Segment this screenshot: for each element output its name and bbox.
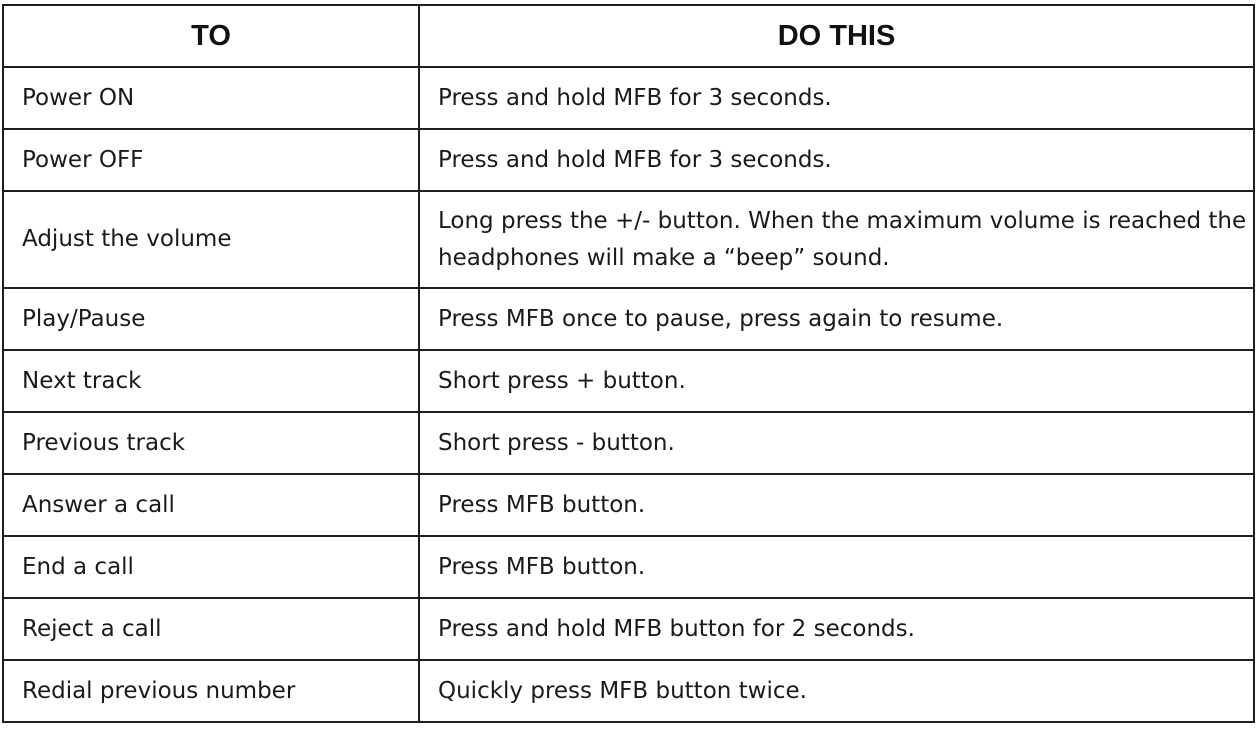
table-row bbox=[3, 191, 1254, 288]
action-cell: Play/Pause bbox=[3, 288, 419, 350]
action-cell: Power OFF bbox=[3, 129, 419, 191]
instruction-cell: Short press + button. bbox=[419, 350, 1254, 412]
table-row bbox=[3, 598, 1254, 660]
action-cell: Reject a call bbox=[3, 598, 419, 660]
table-row bbox=[3, 350, 1254, 412]
table-row bbox=[3, 660, 1254, 722]
instruction-cell: Press MFB once to pause, press again to resume. bbox=[419, 288, 1254, 350]
action-cell: Next track bbox=[3, 350, 419, 412]
action-cell: Adjust the volume bbox=[3, 191, 419, 288]
instruction-cell: Short press - button. bbox=[419, 412, 1254, 474]
instruction-cell: Press and hold MFB for 3 seconds. bbox=[419, 129, 1254, 191]
instruction-cell: Press MFB button. bbox=[419, 474, 1254, 536]
action-cell: Redial previous number bbox=[3, 660, 419, 722]
instruction-cell: Press and hold MFB for 3 seconds. bbox=[419, 67, 1254, 129]
action-cell: Power ON bbox=[3, 67, 419, 129]
instruction-cell: Press and hold MFB button for 2 seconds. bbox=[419, 598, 1254, 660]
table-row bbox=[3, 412, 1254, 474]
instruction-cell: Press MFB button. bbox=[419, 536, 1254, 598]
instruction-cell: Quickly press MFB button twice. bbox=[419, 660, 1254, 722]
instruction-cell: Long press the +/- button. When the maximum volume is reached the headphones will make a “beep” sound. bbox=[419, 191, 1254, 288]
column-header-to: TO bbox=[3, 5, 419, 67]
table-row bbox=[3, 474, 1254, 536]
table-row bbox=[3, 67, 1254, 129]
controls-table bbox=[2, 4, 1255, 723]
table-row bbox=[3, 129, 1254, 191]
header-row bbox=[3, 5, 1254, 67]
column-header-do-this: DO THIS bbox=[419, 5, 1254, 67]
action-cell: End a call bbox=[3, 536, 419, 598]
table-row bbox=[3, 536, 1254, 598]
table-row bbox=[3, 288, 1254, 350]
action-cell: Previous track bbox=[3, 412, 419, 474]
action-cell: Answer a call bbox=[3, 474, 419, 536]
